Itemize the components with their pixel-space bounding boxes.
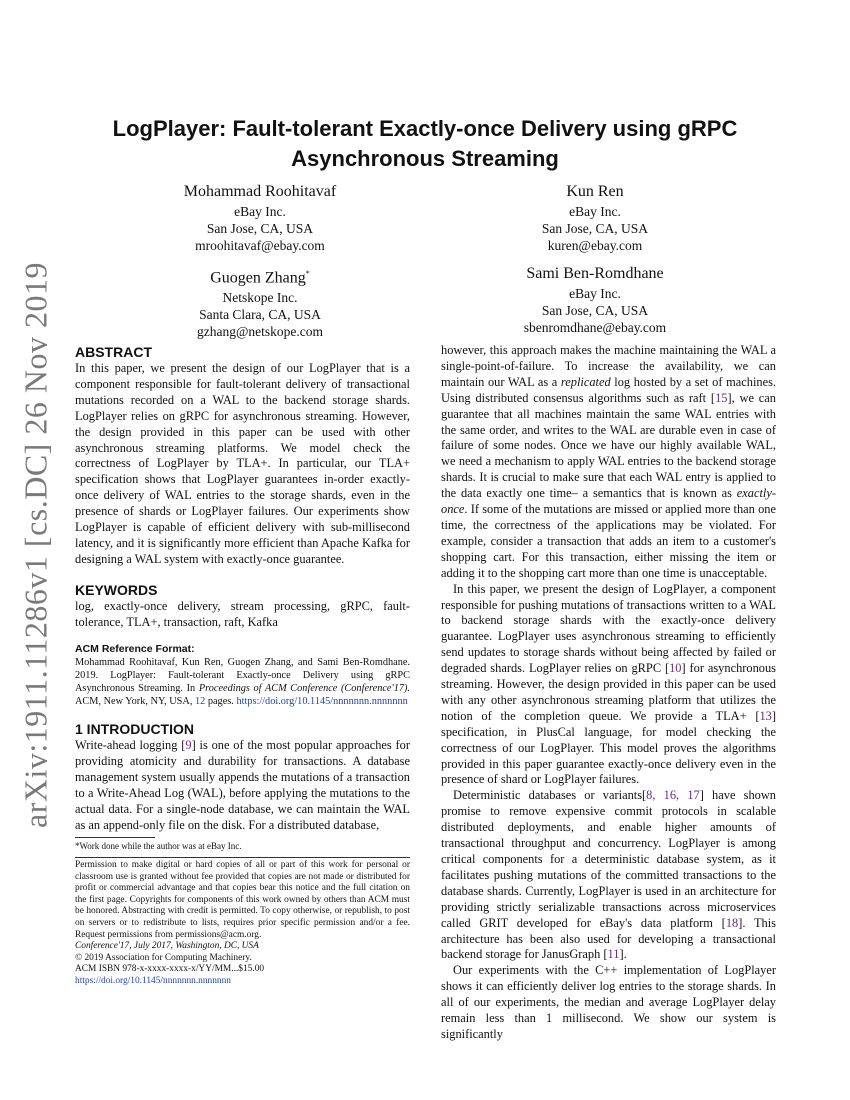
author-location: San Jose, CA, USA: [206, 221, 314, 236]
left-column: [75, 343, 410, 834]
citation-link[interactable]: 8, 16, 17: [646, 788, 700, 803]
author-block-1: [130, 182, 390, 254]
abstract-heading: ABSTRACT: [75, 344, 152, 360]
author-affiliation: Netskope Inc.: [222, 290, 298, 306]
acm-reference-heading: ACM Reference Format:: [75, 642, 195, 655]
citation-link[interactable]: 13: [759, 708, 772, 723]
citation-link[interactable]: 11: [607, 947, 620, 962]
citation-link[interactable]: 10: [669, 661, 682, 676]
intro-paragraph-1: Write-ahead logging [9] is one of the most popular approaches for providing atomicity and durability for transactions. A database management system usually appends the mutations of a transaction to a Write-Ahead Log (WAL), before applying the mutations to the actual data. For a single-node database, we can maintain the WAL as an append-only file on the disk. For a distributed database,: [75, 738, 410, 832]
author-email: sbenromdhane@ebay.com: [523, 320, 667, 335]
citation-link[interactable]: 9: [185, 738, 192, 753]
author-block-4: [465, 264, 725, 336]
right-paragraph-1: however, this approach makes the machine maintaining the WAL a single-point-of-failure. To increase the availability, we can maintain our WAL as a replicated log hosted by a set of machines. Using distributed consensus algorithms such as raft [15], we can guarantee that all machines maintain the same WAL entries with the same order, and writes to the WAL are durable even in case of failure of some nodes. Once we have our highly available WAL, we need a mechanism to apply WAL entries to the backend storage shards. It is crucial to make sure that each WAL entry is applied to the data exactly one time– a semantics that is known as exactly-once. If some of the mutations are missed or applied more than one time, the correctness of the applications may be violated. For example, consider a transaction that adds an item to a customer's shopping cart. For this transaction, either missing the item or adding it to the shopping cart more than one time is unacceptable.: [441, 343, 777, 580]
intro-heading: 1 INTRODUCTION: [75, 721, 194, 738]
author-affiliation: eBay Inc.: [569, 286, 621, 301]
right-column: [441, 343, 776, 1043]
author-location: San Jose, CA, USA: [541, 303, 649, 318]
permission-text: Permission to make digital or hard copies of all or part of this work for personal or classroom use is granted without fee provided that copies are not made or distributed for profit or commercial advantage and that copies bear this notice and the full citation on the first page. Copyrights for components of this work owned by others than ACM must be honored. Abstracting with credit is permitted. To copy otherwise, or republish, to post on servers or to redistribute to lists, requires prior specific permission and/or a fee. Request permissions from permissions@acm.org.: [75, 860, 410, 940]
author-block-3: [130, 264, 390, 340]
keywords-text: log, exactly-once delivery, stream processing, gRPC, fault-tolerance, TLA+, transaction, raft, Kafka: [75, 598, 410, 629]
author-name: Guogen Zhang*: [210, 269, 310, 287]
acm-reference-pages-link[interactable]: 12: [194, 696, 206, 708]
copyright-line: © 2019 Association for Computing Machinery.: [75, 952, 252, 963]
author-footnote-mark: *: [305, 269, 310, 278]
acm-reference: [75, 642, 410, 709]
author-affiliation: eBay Inc.: [569, 204, 621, 219]
isbn-line: ACM ISBN 978-x-xxxx-xxxx-x/YY/MM...$15.00: [75, 964, 265, 975]
author-email: mroohitavaf@ebay.com: [195, 238, 325, 253]
right-paragraph-2: In this paper, we present the design of LogPlayer, a component responsible for pushing mutations of transactions written to a WAL to backend storage shards with the exactly-once delivery guarantee. LogPlayer uses asynchronous streaming to efficiently send updates to storage shards without being affected by failed or degraded shards. LogPlayer relies on gRPC [10] for asynchronous streaming. However, the design provided in this paper can be used with any other asynchronous streaming platform that utilizes the notion of the completion queue. We provide a TLA+ [13] specification, in PlusCal language, for model checking the correctness of our LogPlayer. This model proves the algorithms provided in this paper guarantee exactly-once delivery even in the presence of shard or LogPlayer failures.: [441, 581, 776, 787]
arxiv-stamp-text: arXiv:1911.11286v1 [cs.DC] 26 Nov 2019: [17, 262, 54, 828]
keywords-heading: KEYWORDS: [75, 581, 158, 598]
author-location: Santa Clara, CA, USA: [199, 307, 321, 323]
conference-info: Conference'17, July 2017, Washington, DC, USA: [75, 941, 259, 952]
acm-reference-text: Mohammad Roohitavaf, Kun Ren, Guogen Zhang, and Sami Ben-Romdhane. 2019. LogPlayer: Fault-tolerant Exactly-once Delivery using gRPC Asynchronous Streaming. In Proceedings of ACM Conference (Conference'17). ACM, New York, NY, USA, 12 pages. https://doi.org/10.1145/nnnnnnn.nnnnnnn: [75, 656, 410, 708]
footnote-rule: [75, 837, 155, 838]
citation-link[interactable]: 18: [725, 915, 739, 930]
author-name: Kun Ren: [566, 183, 624, 200]
footnote: *Work done while the author was at eBay Inc.: [75, 841, 242, 851]
citation-link[interactable]: 15: [715, 390, 728, 405]
author-location: San Jose, CA, USA: [541, 221, 649, 236]
abstract-text: In this paper, we present the design of our LogPlayer that is a component responsible for fault-tolerant delivery of transactional mutations recorded on a WAL to the backend storage shards. LogPlayer relies on gRPC for asynchronous streaming. However, the design provided in this paper can be used with other asynchronous streaming platforms. We model check the correctness of LogPlayer by TLA+. In particular, our TLA+ specification shows that LogPlayer guarantees in-order exactly-once delivery of WAL entries to the storage shards, even in the presence of shards or LogPlayer failures. Our experiments show LogPlayer is capable of efficient delivery with sub-millisecond latency, and it is significantly more efficient than Apache Kafka for designing a WAL system with exactly-once guarantee.: [75, 361, 410, 566]
right-paragraph-4: Our experiments with the C++ implementation of LogPlayer shows it can efficiently deliver log entries to the storage shards. In all of our experiments, the median and average LogPlayer delay remain less than 1 millisecond. We show our system is significantly: [441, 963, 776, 1041]
author-email: gzhang@netskope.com: [196, 324, 324, 340]
acm-reference-venue: Proceedings of ACM Conference (Conference'17).: [198, 683, 410, 694]
acm-reference-doi-link[interactable]: https://doi.org/10.1145/nnnnnnn.nnnnnnn: [236, 696, 408, 708]
author-name: Mohammad Roohitavaf: [183, 183, 337, 200]
author-name: Sami Ben-Romdhane: [526, 265, 664, 282]
author-affiliation: eBay Inc.: [234, 204, 286, 219]
right-paragraph-3: Deterministic databases or variants[8, 16, 17] have shown promise to remove expensive commit protocols in scalable distributed deployments, and enable higher amounts of transactional throughput and concurrency. LogPlayer is among critical components for a deterministic database system, as it facilitates pushing mutations of the committed transactions to the database shards. Currently, LogPlayer is used in an architecture for providing strictly serializable transactions across microservices called GRIT developed for eBay's data platform [18]. This architecture has been also used for developing a transactional backend storage for JanusGraph [11].: [441, 788, 776, 962]
permission-rule: [75, 857, 410, 858]
permission-doi-link[interactable]: https://doi.org/10.1145/nnnnnnn.nnnnnnn: [75, 975, 231, 986]
author-email: kuren@ebay.com: [547, 238, 643, 253]
permission-block: [75, 860, 410, 988]
author-block-2: [465, 182, 725, 254]
paper-title: LogPlayer: Fault-tolerant Exactly-once Delivery using gRPC Asynchronous Streaming: [112, 116, 738, 171]
